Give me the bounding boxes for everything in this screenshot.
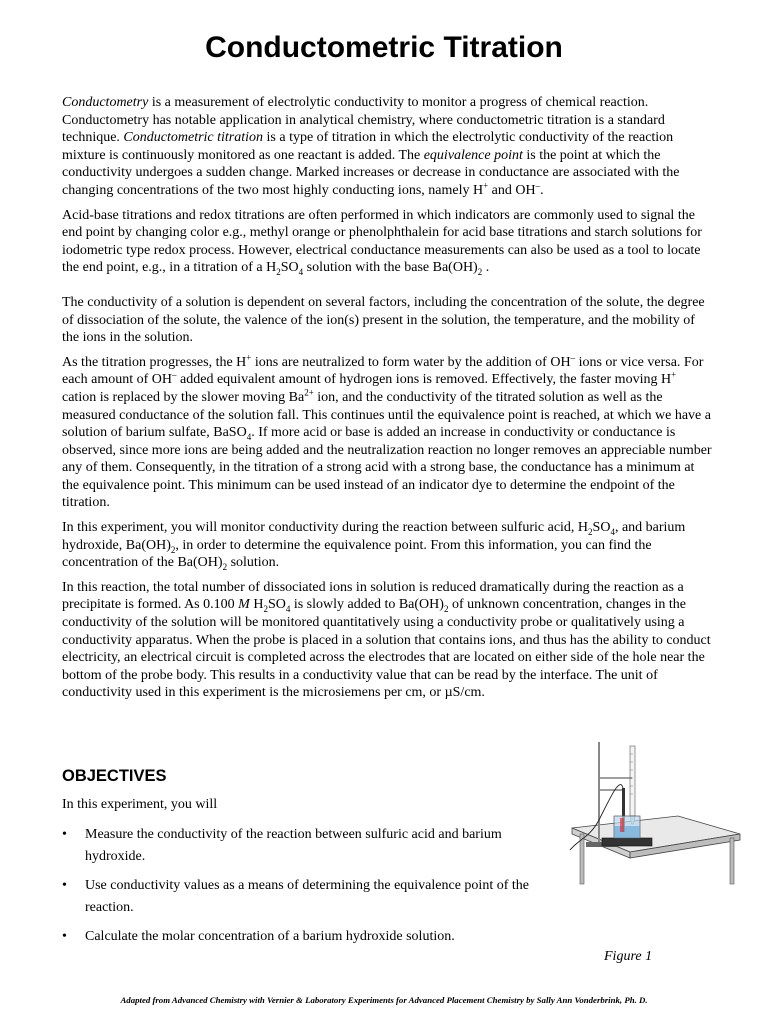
objective-item: • Measure the conductivity of the reaction between sulfuric acid and barium hydroxide. <box>62 824 552 868</box>
paragraph-titration-progress: As the titration progresses, the H+ ions are neutralized to form water by the addition of OH– ions or vice versa. For each amount of OH– added equivalent amount of hydrogen ions is removed. Effectively, the faster moving H+ cation is replaced by the slower moving $Ba^{2+}$ ion, and the conductivity of the titrated solution as well as the measured conductance of the solution fall. This continues until the equivalence point is reached, at which we have a solution of barium sulfate, BaSO$_4$. If more acid or base is added an increase in conductivity or conductance is observed, since more ions are being added and the neutralization reaction no longer removes an appreciable number any of them. Consequently, in the titration of a strong acid with a strong base, the conductance has a minimum at the equivalence point. This minimum can be used instead of an indicator dye to determine the endpoint of the titration. <box>62 352 712 511</box>
body-text <box>62 94 712 709</box>
titration-apparatus-figure <box>560 738 748 888</box>
bullet-icon: • <box>62 929 67 944</box>
paragraph-intro: Conductometry is a measurement of electrolytic conductivity to monitor a progress of chemical reaction. Conductometry has notable application in analytical chemistry, where conductometric titration is a standard technique. Conductometric titration is a type of titration in which the electrolytic conductivity of the reaction mixture is continuously monitored as one reactant is added. The equivalence point is the point at which the conductivity undergoes a sudden change. Marked increases or decrease in conductance are associated with the changing concentrations of the two most highly conducting ions, namely H+ and OH–. <box>62 95 680 198</box>
objectives-list <box>62 824 552 955</box>
page-title: Conductometric Titration <box>205 31 563 64</box>
paragraph-experiment: In this experiment, you will monitor conductivity during the reaction between sulfuric acid, $H_2SO_4$, and barium hydroxide, $Ba(OH)_2$, in order to determine the equivalence point. From this information, you can find the concentration of the $Ba(OH)_2$ solution. <box>62 520 686 573</box>
ring-stand-rod <box>598 742 600 846</box>
objectives-heading: OBJECTIVES <box>62 767 167 785</box>
page-footer: Adapted from Advanced Chemistry with Vernier & Laboratory Experiments for Advanced Placement Chemistry by Sally Ann Vonderbrink, Ph. D. <box>120 995 648 1005</box>
figure-caption: Figure 1 <box>604 949 653 964</box>
objective-item: • Calculate the molar concentration of a barium hydroxide solution. <box>62 926 552 948</box>
paragraph-reaction: In this reaction, the total number of dissociated ions in solution is reduced dramatically during the reaction as a precipitate is formed. As 0.100 M $H_2SO_4$ is slowly added to $Ba(OH)_2$ of unknown concentration, changes in the conductivity of the solution will be monitored quantitatively using a conductivity probe or qualitatively using a conductivity apparatus. When the probe is placed in a solution that contains ions, and thus has the ability to conduct electricity, an electrical circuit is completed across the electrodes that are located on either side of the hole near the bottom of the probe body. This results in a conductivity value that can be read by the interface. The unit of conductivity used in this experiment is the microsiemens per cm, or µS/cm. <box>62 579 711 701</box>
bullet-icon: • <box>62 878 67 893</box>
paragraph-factors: The conductivity of a solution is dependent on several factors, including the concentration of the solute, the degree of dissociation of the solute, the valence of the ion(s) present in the solution, the temperature, and the mobility of the ions in the solution. <box>62 294 705 346</box>
objective-item: • Use conductivity values as a means of determining the equivalence point of the reaction. <box>62 875 552 919</box>
bullet-icon: • <box>62 827 67 842</box>
magnetic-stirrer <box>602 838 652 846</box>
burette <box>630 746 635 816</box>
paragraph-indicators: Acid-base titrations and redox titrations are often performed in which indicators are commonly used to signal the end point by changing color e.g., methyl orange or phenolphthalein for acid base titrations and starch solutions for iodometric type redox process. However, electrical conductance measurements can also be used as a tool to locate the end point, e.g., in a titration of a $H_2SO_4$ solution with the base $Ba(OH)_2$ . <box>62 207 702 278</box>
objectives-intro: In this experiment, you will <box>62 797 218 812</box>
